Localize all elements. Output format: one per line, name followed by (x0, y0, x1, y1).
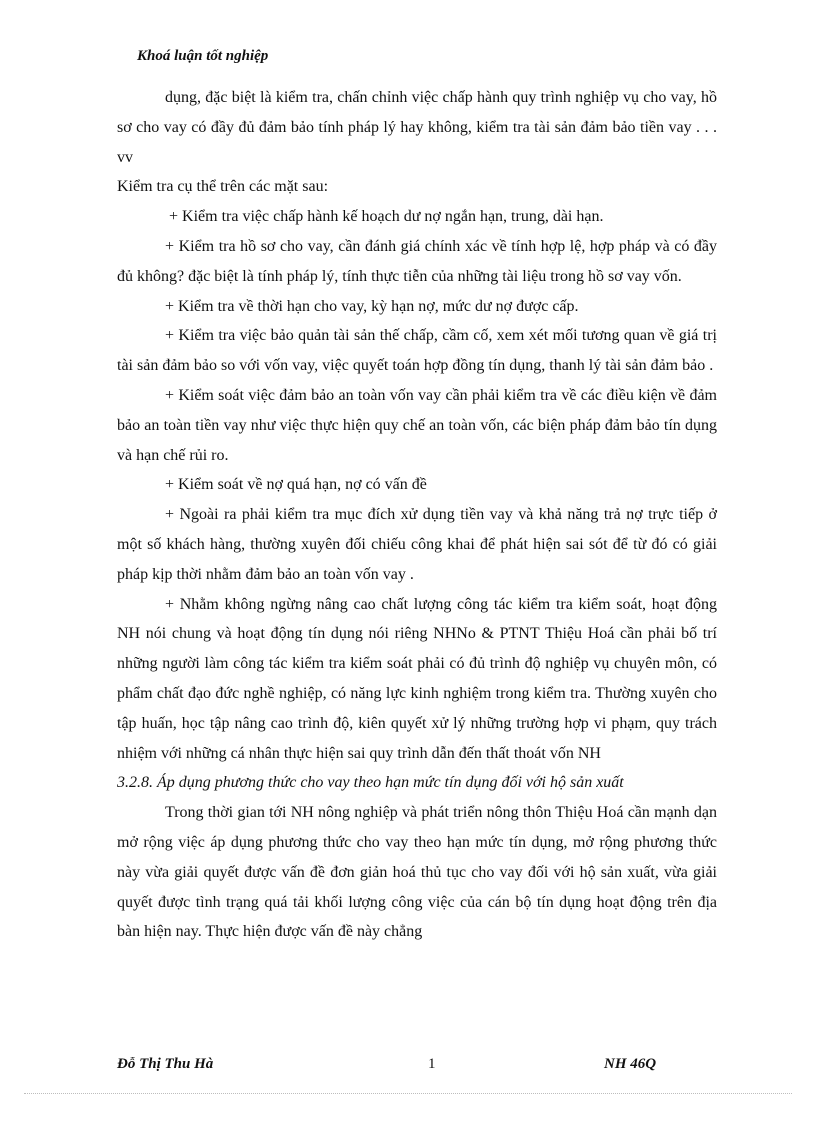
document-body (117, 83, 717, 947)
footer-author: Đỗ Thị Thu Hà (117, 1056, 214, 1072)
paragraph-bullet: + Kiểm tra về thời hạn cho vay, kỳ hạn nợ, mức dư nợ được cấp. (165, 297, 579, 315)
paragraph-bullet: + Kiểm tra hồ sơ cho vay, cần đánh giá chính xác về tính hợp lệ, hợp pháp và có đầy đủ không? đặc biệt là tính pháp lý, tính thực tiễn của những tài liệu trong hồ sơ vay vốn. (117, 237, 717, 285)
section-heading: 3.2.8. Áp dụng phương thức cho vay theo hạn mức tín dụng đối với hộ sản xuất (117, 774, 624, 792)
paragraph-continuation: dụng, đặc biệt là kiểm tra, chấn chỉnh việc chấp hành quy trình nghiệp vụ cho vay, hồ sơ cho vay có đầy đủ đảm bảo tính pháp lý hay không, kiểm tra tài sản đảm bảo tiền vay . . . vv (117, 89, 717, 166)
paragraph-bullet: + Nhằm không ngừng nâng cao chất lượng công tác kiểm tra kiểm soát, hoạt động NH nói chung và hoạt động tín dụng nói riêng NHNo & PTNT Thiệu Hoá cần phải bố trí những người làm công tác kiểm tra kiểm soát phải có đủ trình độ nghiệp vụ chuyên môn, có phẩm chất đạo đức nghề nghiệp, có năng lực kinh nghiệm trong kiểm tra. Thường xuyên cho tập huấn, học tập nâng cao trình độ, kiên quyết xử lý những trường hợp vi phạm, quy trách nhiệm với những cá nhân thực hiện sai quy trình dẫn đến thất thoát vốn NH (117, 595, 717, 762)
paragraph-bullet: + Kiểm soát việc đảm bảo an toàn vốn vay cần phải kiểm tra về các điều kiện về đảm bảo an toàn tiền vay như việc thực hiện quy chế an toàn vốn, các biện pháp đảm bảo tín dụng và hạn chế rủi ro. (117, 386, 717, 464)
footer-class: NH 46Q (604, 1056, 657, 1072)
paragraph-bullet: + Ngoài ra phải kiểm tra mục đích xử dụng tiền vay và khả năng trả nợ trực tiếp ở một số khách hàng, thường xuyên đối chiếu công khai để phát hiện sai sót để từ đó có giải pháp kịp thời nhằm đảm bảo an toàn vốn vay . (117, 506, 717, 583)
paragraph-checklist-intro: Kiểm tra cụ thể trên các mặt sau: (117, 178, 329, 196)
footer-page-number: 1 (428, 1056, 436, 1072)
paragraph-section-body: Trong thời gian tới NH nông nghiệp và phát triển nông thôn Thiệu Hoá cần mạnh dạn mở rộng việc áp dụng phương thức cho vay theo hạn mức tín dụng, mở rộng phương thức này vừa giải quyết được vấn đề đơn giản hoá thủ tục cho vay đối với hộ sản xuất, vừa giải quyết được tình trạng quá tải khối lượng công việc của cán bộ tín dụng hoạt động trên địa bàn hiện nay. Thực hiện được vấn đề này chẳng (117, 804, 717, 941)
paragraph-bullet: + Kiểm tra việc bảo quản tài sản thế chấp, cầm cố, xem xét mối tương quan về giá trị tài sản đảm bảo so với vốn vay, việc quyết toán hợp đồng tín dụng, thanh lý tài sản đảm bảo . (117, 327, 717, 375)
page-header-title: Khoá luận tốt nghiệp (137, 48, 269, 64)
paragraph-bullet: + Kiểm tra việc chấp hành kế hoạch dư nợ ngắn hạn, trung, dài hạn. (169, 208, 604, 226)
page-bottom-divider (24, 1093, 792, 1094)
paragraph-bullet: + Kiểm soát về nợ quá hạn, nợ có vấn đề (165, 476, 427, 494)
